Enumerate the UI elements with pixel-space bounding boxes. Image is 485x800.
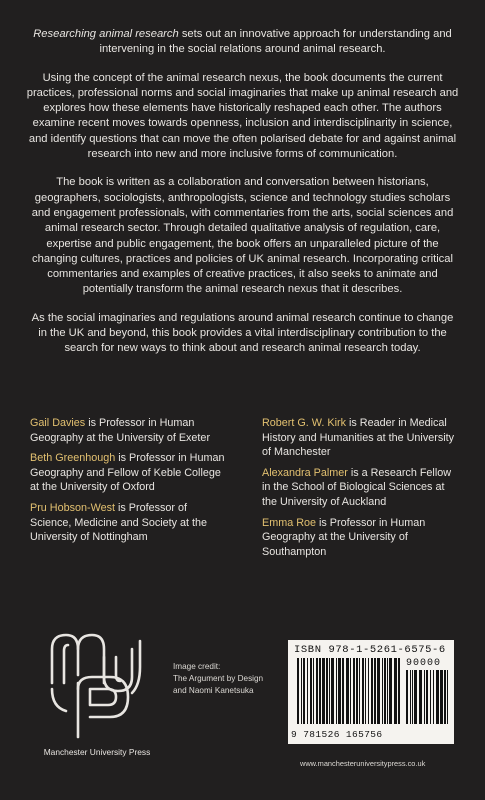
blurb-paragraph-1: Researching animal research sets out an innovative approach for understanding and intervening in the social relations around animal research.: [33, 28, 452, 56]
author-bio: Emma Roe is Professor in Human Geography at the University of Southampton: [262, 516, 426, 558]
author-bio: Robert G. W. Kirk is Reader in Medical History and Humanities at the University of Manchester: [262, 417, 455, 459]
author-name: Emma Roe: [262, 516, 317, 529]
barcode-bars: [297, 658, 401, 724]
barcode-bar: [359, 658, 360, 724]
book-title: Researching animal research: [33, 28, 179, 40]
barcode-bar: [310, 658, 312, 724]
barcode-bar: [365, 658, 366, 724]
barcode-bar: [322, 658, 325, 724]
isbn-barcode: [288, 640, 454, 744]
publisher-logo: [34, 627, 160, 762]
author-name: Robert G. W. Kirk: [262, 417, 346, 429]
barcode-bar: [430, 670, 431, 724]
barcode-bar: [412, 670, 413, 724]
barcode-bar: [346, 658, 349, 724]
author-name: Alexandra Palmer: [262, 466, 348, 479]
author-column-right: [262, 416, 458, 565]
barcode-bar: [424, 670, 425, 724]
barcode-bar: [426, 670, 428, 724]
barcode-bar: [356, 658, 358, 724]
author-bios: [30, 416, 460, 565]
barcode-bar: [368, 658, 369, 724]
isbn-text: ISBN 978-1-5261-6575-6: [294, 644, 446, 656]
blurb-paragraph-4: As the social imaginaries and regulations around animal research continue to change in the UK and beyond, this book provides a vital interdisciplinary contribution to the search for new ways to think about and research animal research today.: [31, 311, 454, 355]
barcode-bar: [303, 658, 305, 724]
ean-number: 9 781526 165756: [291, 729, 383, 740]
blurb: [26, 27, 459, 370]
barcode-bar: [410, 670, 411, 724]
author-name: Gail Davies: [30, 417, 86, 429]
price-barcode-bars: [406, 670, 450, 724]
barcode-bar: [433, 670, 434, 724]
barcode-bar: [377, 658, 380, 724]
barcode-bar: [331, 658, 334, 724]
barcode-bar: [447, 670, 448, 724]
barcode-bar: [336, 658, 337, 724]
barcode-bar: [374, 658, 376, 724]
barcode-bar: [384, 658, 386, 724]
author-bio: Pru Hobson-West is Professor of Science, Medicine and Society at the University of Nottingham: [30, 501, 208, 544]
barcode-bar: [387, 658, 388, 724]
publisher-name: Manchester University Press: [43, 747, 151, 757]
barcode-bar: [394, 658, 397, 724]
barcode-bar: [350, 658, 351, 724]
barcode-bar: [382, 658, 383, 724]
mup-logo-icon: [44, 627, 150, 742]
barcode-bar: [316, 658, 318, 724]
barcode-bar: [297, 658, 299, 724]
author-name: Pru Hobson-West: [30, 501, 116, 514]
blurb-paragraph-2: Using the concept of the animal research nexus, the book documents the current practices, professional norms and social imaginaries that make up animal research and explores how these elements have historically reshaped each other. The authors examine recent moves towards openness, inclusion and interdisciplinarity in science, and identify questions that can move the often polarised debate for and against animal research into new and more inclusive forms of communication.: [26, 71, 459, 161]
barcode-bar: [362, 658, 364, 724]
barcode-bar: [419, 670, 422, 724]
author-bio: Alexandra Palmer is a Research Fellow in the School of Biological Sciences at the University of Auckland: [262, 466, 452, 508]
author-column-left: [30, 416, 228, 565]
barcode-bar: [301, 658, 302, 724]
author-bio: Beth Greenhough is Professor in Human Geography and Fellow of Keble College at the University of Oxford: [30, 452, 225, 494]
barcode-bar: [406, 670, 408, 724]
barcode-bar: [440, 670, 443, 724]
author-bio: Gail Davies is Professor in Human Geography at the University of Exeter: [30, 417, 211, 444]
barcode-bar: [371, 658, 373, 724]
barcode-bar: [444, 670, 446, 724]
barcode-bar: [389, 658, 392, 724]
barcode-bar: [326, 658, 328, 724]
barcode-bar: [414, 670, 417, 724]
publisher-website: www.manchesteruniversitypress.co.uk: [300, 759, 426, 768]
barcode-bar: [307, 658, 308, 724]
barcode-bar: [329, 658, 330, 724]
barcode-bar: [338, 658, 341, 724]
barcode-bar: [319, 658, 321, 724]
blurb-paragraph-3: The book is written as a collaboration and conversation between historians, geographers, sociologists, anthropologists, science and technology studies scholars and engagement professionals, with commentaries from the arts, social sciences and animal research sector. Through detailed qualitative analysis of regulation, care, expertise and public engagement, the book offers an unparalleled picture of the changing cultures, practices and policies of UK animal research. Incorporating critical commentaries and examples of creative practices, it also seeks to animate and potentially transform the animal research nexus that it describes.: [31, 176, 454, 296]
barcode-bar: [342, 658, 344, 724]
barcode-bar: [313, 658, 314, 724]
image-credit: Image credit: The Argument by Design and Naomi Kanetsuka: [173, 662, 264, 695]
barcode-bar: [398, 658, 400, 724]
price-code: 90000: [406, 658, 442, 669]
barcode-bar: [353, 658, 355, 724]
barcode-bar: [436, 670, 439, 724]
author-name: Beth Greenhough: [30, 452, 116, 465]
